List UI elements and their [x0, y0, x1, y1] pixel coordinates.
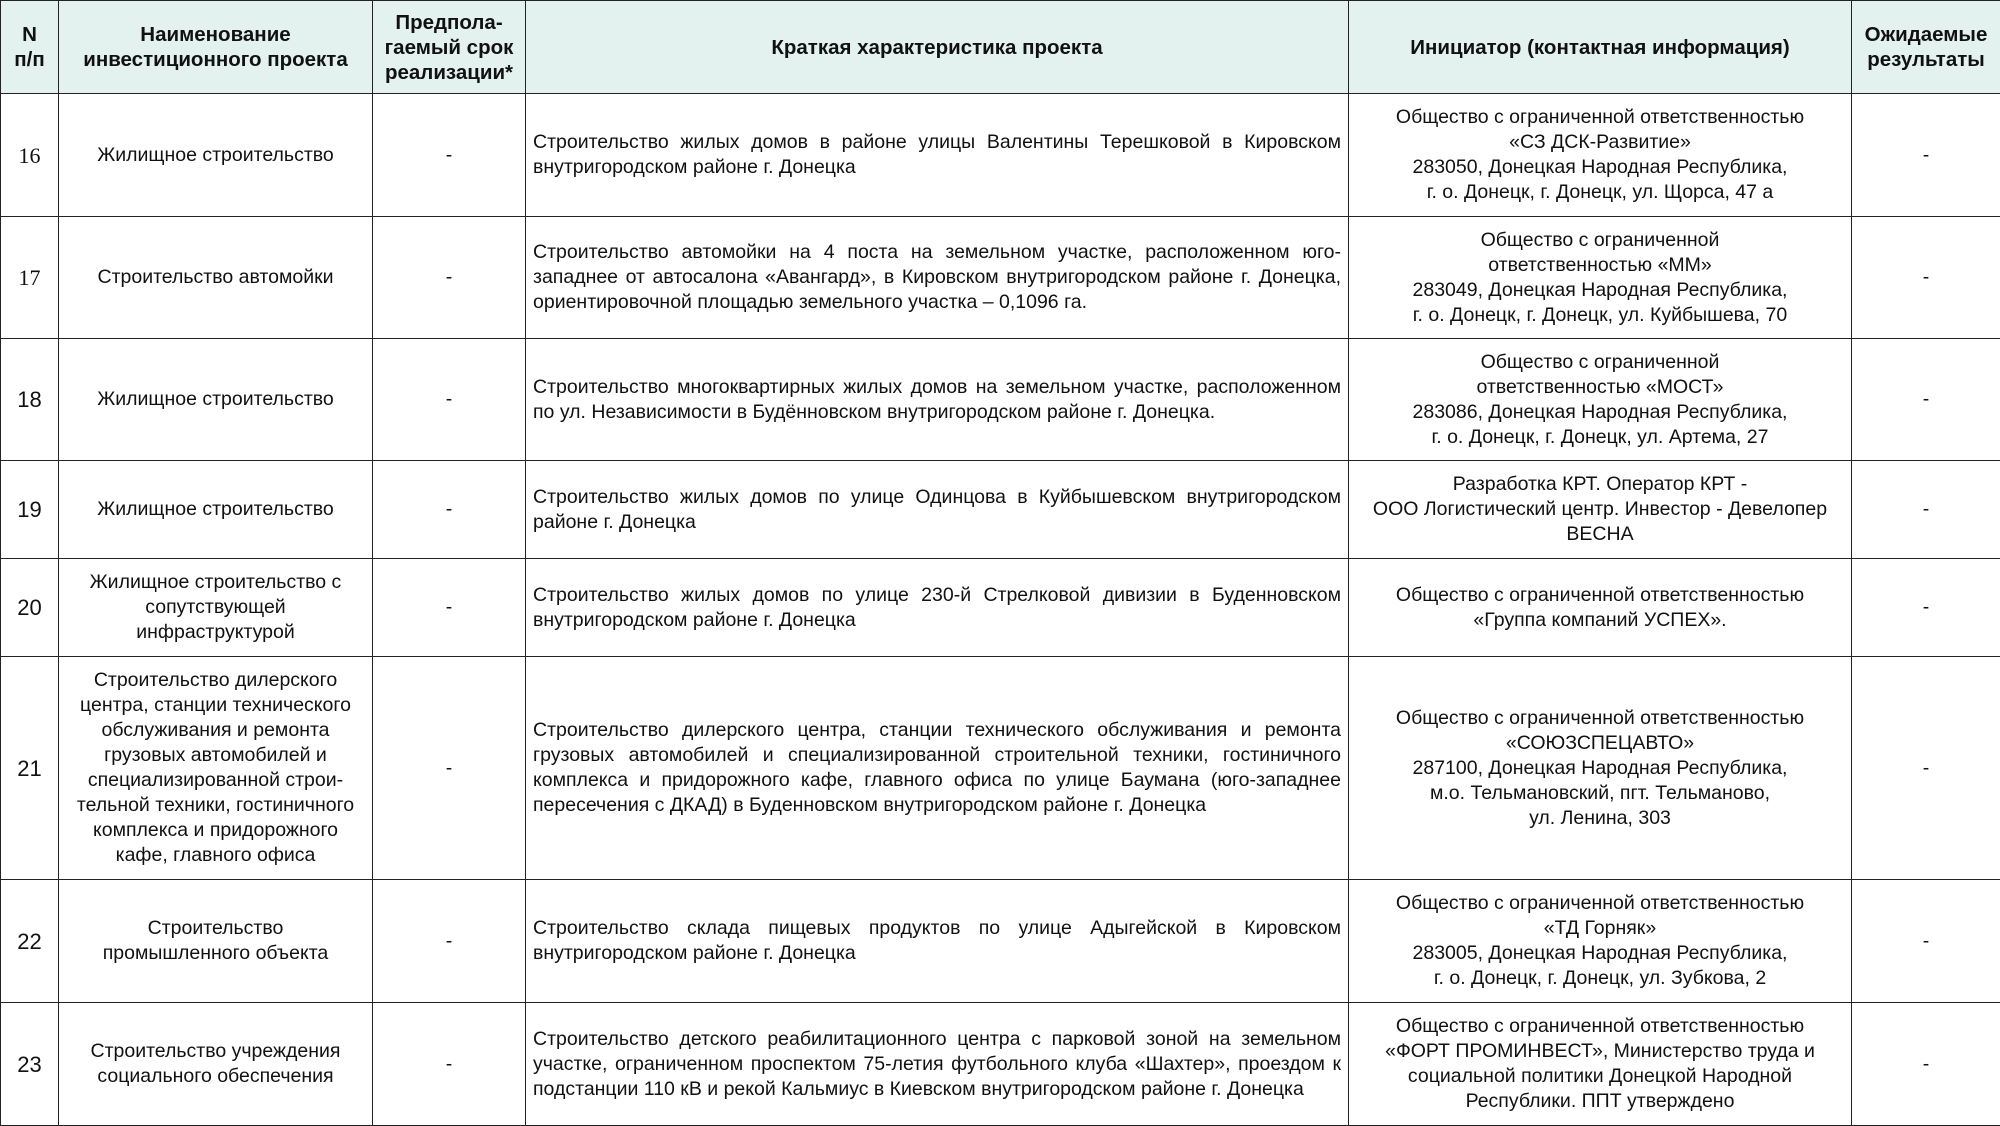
implementation-term: - [373, 339, 526, 461]
header-project-name: Наименование инвестиционного проекта [59, 1, 373, 94]
header-description: Краткая характеристика проекта [526, 1, 1349, 94]
name-line: кафе, главного офиса [65, 843, 366, 868]
row-number: 18 [1, 339, 59, 461]
initiator-line: «ТД Горняк» [1355, 916, 1845, 941]
project-description: Строительство жилых домов по улице 230-й Стрелковой дивизии в Буденновском внутригородском районе г. Донецка [526, 559, 1349, 657]
initiator-contact [1349, 339, 1852, 461]
initiator-line: г. о. Донецк, г. Донецк, ул. Артема, 27 [1355, 425, 1845, 450]
table-row [1, 217, 2000, 339]
initiator-contact [1349, 559, 1852, 657]
initiator-line: «ФОРТ ПРОМИНВЕСТ», Министерство труда и [1355, 1039, 1845, 1064]
initiator-line: «СОЮЗСПЕЦАВТО» [1355, 731, 1845, 756]
table-row [1, 339, 2000, 461]
initiator-line: Разработка КРТ. Оператор КРТ - [1355, 472, 1845, 497]
implementation-term: - [373, 217, 526, 339]
expected-results: - [1852, 94, 2000, 217]
expected-results: - [1852, 1003, 2000, 1126]
initiator-line: социальной политики Донецкой Народной [1355, 1064, 1845, 1089]
table-row [1, 94, 2000, 217]
name-line: Строительство автомойки [65, 265, 366, 290]
expected-results: - [1852, 880, 2000, 1003]
name-line: специализированной строи- [65, 768, 366, 793]
project-description: Строительство дилерского центра, станции технического обслуживания и ремонта грузовых автомобилей и специализированной строительной техники, гостиничного комплекса и придорожного кафе, главного офиса по улице Баумана (юго-западнее пересечения с ДКАД) в Буденновском внутригородском районе г. Донецка [526, 657, 1349, 880]
project-description: Строительство склада пищевых продуктов по улице Адыгейской в Кировском внутригородском районе г. Донецка [526, 880, 1349, 1003]
project-name [59, 217, 373, 339]
name-line: Строительство учреждения [65, 1039, 366, 1064]
name-line: сопутствующей [65, 595, 366, 620]
initiator-line: 283005, Донецкая Народная Республика, [1355, 941, 1845, 966]
project-name [59, 94, 373, 217]
initiator-line: ул. Ленина, 303 [1355, 806, 1845, 831]
initiator-line: Общество с ограниченной [1355, 228, 1845, 253]
initiator-contact [1349, 94, 1852, 217]
header-row [1, 1, 2000, 94]
row-number: 22 [1, 880, 59, 1003]
implementation-term: - [373, 559, 526, 657]
initiator-line: Общество с ограниченной ответственностью [1355, 105, 1845, 130]
initiator-line: Общество с ограниченной ответственностью [1355, 891, 1845, 916]
project-description: Строительство жилых домов по улице Одинцова в Куйбышевском внутригородском районе г. Донецка [526, 461, 1349, 559]
row-number: 21 [1, 657, 59, 880]
initiator-line: г. о. Донецк, г. Донецк, ул. Куйбышева, 70 [1355, 303, 1845, 328]
name-line: промышленного объекта [65, 941, 366, 966]
initiator-contact [1349, 657, 1852, 880]
initiator-line: Общество с ограниченной ответственностью [1355, 706, 1845, 731]
name-line: обслуживания и ремонта [65, 718, 366, 743]
initiator-contact [1349, 1003, 1852, 1126]
expected-results: - [1852, 339, 2000, 461]
initiator-line: ООО Логистический центр. Инвестор - Девелопер [1355, 497, 1845, 522]
initiator-line: 283049, Донецкая Народная Республика, [1355, 278, 1845, 303]
expected-results: - [1852, 461, 2000, 559]
initiator-line: м.о. Тельмановский, пгт. Тельманово, [1355, 781, 1845, 806]
project-description: Строительство многоквартирных жилых домов на земельном участке, расположенном по ул. Независимости в Будённовском внутригородском районе г. Донецка. [526, 339, 1349, 461]
initiator-contact [1349, 461, 1852, 559]
name-line: комплекса и придорожного [65, 818, 366, 843]
initiator-line: 287100, Донецкая Народная Республика, [1355, 756, 1845, 781]
initiator-line: г. о. Донецк, г. Донецк, ул. Зубкова, 2 [1355, 966, 1845, 991]
table-row [1, 657, 2000, 880]
header-term: Предпола- гаемый срок реализации* [373, 1, 526, 94]
project-name [59, 461, 373, 559]
table-row [1, 559, 2000, 657]
project-description: Строительство автомойки на 4 поста на земельном участке, расположенном юго-западнее от автосалона «Авангард», в Кировском внутригородском районе г. Донецка, ориентировочной площадью земельного участка – 0,1096 га. [526, 217, 1349, 339]
row-number: 23 [1, 1003, 59, 1126]
name-line: инфраструктурой [65, 620, 366, 645]
row-number: 16 [1, 94, 59, 217]
project-name [59, 657, 373, 880]
project-description: Строительство детского реабилитационного центра с парковой зоной на земельном участке, ограниченном проспектом 75-летия футбольного клуба «Шахтер», проездом к подстанции 110 кВ и рекой Кальмиус в Киевском внутригородском районе г. Донецка [526, 1003, 1349, 1126]
implementation-term: - [373, 461, 526, 559]
name-line: Жилищное строительство [65, 387, 366, 412]
name-line: грузовых автомобилей и [65, 743, 366, 768]
initiator-line: Общество с ограниченной ответственностью [1355, 583, 1845, 608]
name-line: социального обеспечения [65, 1064, 366, 1089]
expected-results: - [1852, 657, 2000, 880]
row-number: 20 [1, 559, 59, 657]
initiator-line: Общество с ограниченной [1355, 350, 1845, 375]
initiator-line: «СЗ ДСК-Развитие» [1355, 130, 1845, 155]
row-number: 19 [1, 461, 59, 559]
initiator-line: г. о. Донецк, г. Донецк, ул. Щорса, 47 а [1355, 180, 1845, 205]
name-line: Строительство дилерского [65, 668, 366, 693]
implementation-term: - [373, 94, 526, 217]
initiator-line: ответственностью «ММ» [1355, 253, 1845, 278]
implementation-term: - [373, 880, 526, 1003]
expected-results: - [1852, 559, 2000, 657]
initiator-line: ответственностью «МОСТ» [1355, 375, 1845, 400]
name-line: тельной техники, гостиничного [65, 793, 366, 818]
name-line: центра, станции технического [65, 693, 366, 718]
implementation-term: - [373, 657, 526, 880]
project-name [59, 1003, 373, 1126]
project-name [59, 559, 373, 657]
initiator-line: Общество с ограниченной ответственностью [1355, 1014, 1845, 1039]
initiator-line: Республики. ППТ утверждено [1355, 1089, 1845, 1114]
initiator-contact [1349, 880, 1852, 1003]
project-name [59, 339, 373, 461]
row-number: 17 [1, 217, 59, 339]
initiator-line: 283050, Донецкая Народная Республика, [1355, 155, 1845, 180]
table-row [1, 1003, 2000, 1126]
name-line: Жилищное строительство [65, 143, 366, 168]
header-results: Ожидаемые результаты [1852, 1, 2000, 94]
table-row [1, 880, 2000, 1003]
project-name [59, 880, 373, 1003]
initiator-line: 283086, Донецкая Народная Республика, [1355, 400, 1845, 425]
initiator-line: ВЕСНА [1355, 522, 1845, 547]
project-description: Строительство жилых домов в районе улицы Валентины Терешковой в Кировском внутригородском районе г. Донецка [526, 94, 1349, 217]
name-line: Жилищное строительство с [65, 570, 366, 595]
table-body [1, 94, 2000, 1126]
table-row [1, 461, 2000, 559]
name-line: Строительство [65, 916, 366, 941]
initiator-line: «Группа компаний УСПЕХ». [1355, 608, 1845, 633]
expected-results: - [1852, 217, 2000, 339]
header-initiator: Инициатор (контактная информация) [1349, 1, 1852, 94]
initiator-contact [1349, 217, 1852, 339]
header-num: N п/п [1, 1, 59, 94]
implementation-term: - [373, 1003, 526, 1126]
name-line: Жилищное строительство [65, 497, 366, 522]
